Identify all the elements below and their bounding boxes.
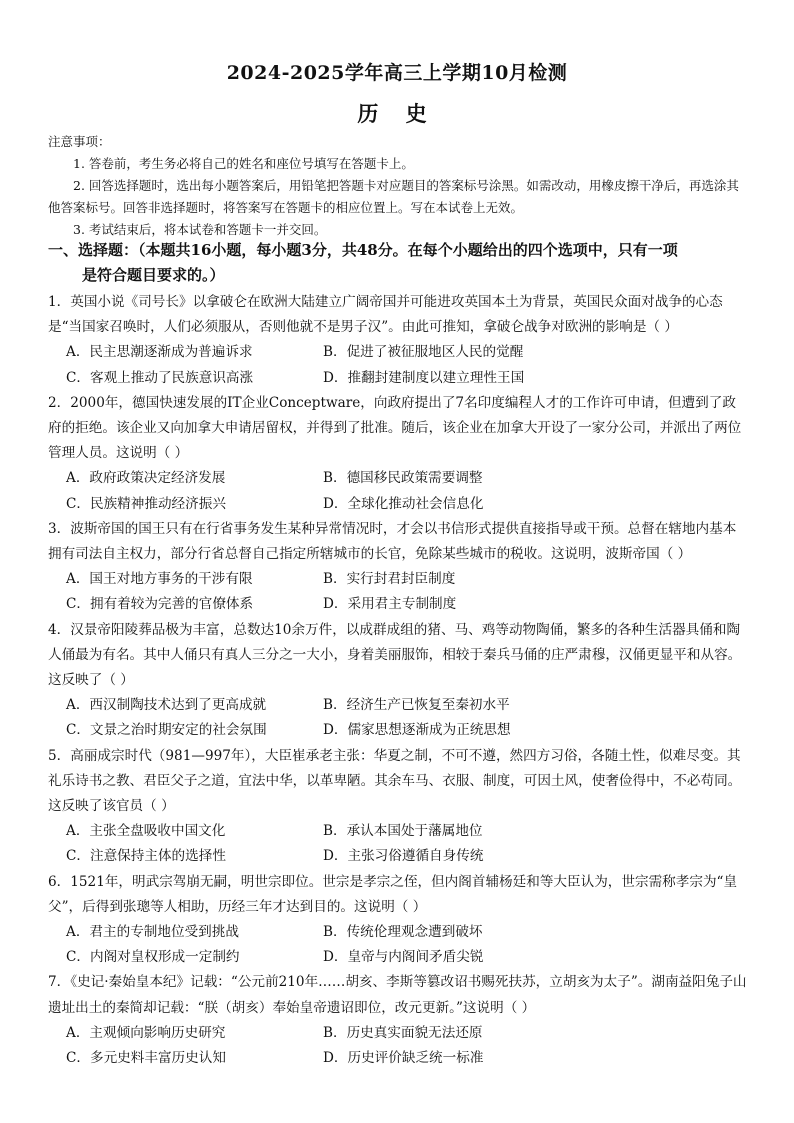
subject-title: 历 史 bbox=[357, 101, 437, 126]
section-heading-line: 是符合题目要求的。） bbox=[82, 266, 225, 284]
option-b: B．传统伦理观念遭到破坏 bbox=[323, 924, 483, 941]
option-a: A．国王对地方事务的干涉有限 bbox=[66, 571, 253, 588]
option-group bbox=[48, 567, 748, 617]
option-c: C．拥有着较为完善的官僚体系 bbox=[66, 596, 254, 613]
question-stem: 4．汉景帝阳陵葬品极为丰富，总数达10余万件，以成群成组的猪、马、鸡等动物陶俑，繁多的各种生活器具俑和陶人俑最为有名。其中人俑只有真人三分之一大小，身着美丽服饰，相较于秦兵马俑的庄严肃穆，汉俑更显平和从容。这反映了（ ） bbox=[48, 621, 742, 689]
option-d: D．主张习俗遵循自身传统 bbox=[323, 848, 484, 865]
option-group bbox=[48, 920, 748, 970]
question-1 bbox=[48, 290, 748, 391]
instruction-item: 2. 回答选择题时，选出每小题答案后，用铅笔把答题卡对应题目的答案标号涂黑。如需改动，用橡皮擦干净后，再选涂其他答案标号。回答非选择题时，将答案写在答题卡的相应位置上。写在本试卷上无效。 bbox=[48, 178, 739, 215]
option-a: A．西汉制陶技术达到了更高成就 bbox=[66, 697, 267, 714]
option-b: B．经济生产已恢复至秦初水平 bbox=[323, 697, 510, 714]
question-stem: 6．1521年，明武宗驾崩无嗣，明世宗即位。世宗是孝宗之侄，但内阁首辅杨廷和等大臣认为，世宗需称孝宗为“皇父”，后得到张璁等人相助，历经三年才达到目的。这说明（ ） bbox=[48, 873, 738, 915]
question-7 bbox=[48, 970, 748, 1071]
instruction-item: 3. 考试结束后，将本试卷和答题卡一并交回。 bbox=[73, 222, 327, 237]
option-d: D．采用君主专制制度 bbox=[323, 596, 457, 613]
option-group bbox=[48, 340, 748, 390]
option-c: C．客观上推动了民族意识高涨 bbox=[66, 369, 254, 386]
instructions-block bbox=[48, 131, 748, 241]
option-d: D．历史评价缺乏统一标准 bbox=[323, 1050, 484, 1067]
option-a: A．政府政策决定经济发展 bbox=[66, 470, 226, 487]
option-group bbox=[48, 693, 748, 743]
option-c: C．文景之治时期安定的社会氛围 bbox=[66, 722, 267, 739]
option-d: D．儒家思想逐渐成为正统思想 bbox=[323, 722, 511, 739]
option-group bbox=[48, 1021, 748, 1071]
option-b: B．实行封君封臣制度 bbox=[323, 571, 456, 588]
option-b: B．承认本国处于藩属地位 bbox=[323, 823, 483, 840]
option-group bbox=[48, 466, 748, 516]
option-d: D．全球化推动社会信息化 bbox=[323, 495, 484, 512]
section-heading bbox=[48, 238, 748, 288]
question-2 bbox=[48, 391, 748, 517]
question-stem: 2．2000年，德国快速发展的IT企业Conceptware，向政府提出了7名印度编程人才的工作许可申请，但遭到了政府的拒绝。该企业又向加拿大申请居留权，并得到了批准。随后，该企业在加拿大开设了一家分公司，并派出了两位管理人员。这说明（ ） bbox=[48, 394, 742, 462]
option-b: B．促进了被征服地区人民的觉醒 bbox=[323, 344, 524, 361]
question-stem: 3．波斯帝国的国王只有在行省事务发生某种异常情况时，才会以书信形式提供直接指导或干预。总督在辖地内基本拥有司法自主权力，部分行省总督自己指定所辖城市的长官，免除某些城市的税收。这说明，波斯帝国（ ） bbox=[48, 520, 737, 563]
option-a: A．主张全盘吸收中国文化 bbox=[66, 823, 226, 840]
option-b: B．德国移民政策需要调整 bbox=[323, 470, 483, 487]
question-list bbox=[48, 290, 748, 1071]
option-d: D．皇帝与内阁间矛盾尖锐 bbox=[323, 949, 484, 966]
question-6 bbox=[48, 870, 748, 971]
option-c: C．注意保持主体的选择性 bbox=[66, 848, 226, 865]
option-c: C．民族精神推动经济振兴 bbox=[66, 495, 226, 512]
option-group bbox=[48, 819, 748, 869]
instruction-item: 1. 答卷前，考生务必将自己的姓名和座位号填写在答题卡上。 bbox=[73, 156, 414, 171]
question-4 bbox=[48, 618, 748, 744]
instructions-heading: 注意事项： bbox=[48, 134, 111, 149]
question-stem: 7．《史记·秦始皇本纪》记载：“公元前210年……胡亥、李斯等篡改诏书赐死扶苏，立胡亥为太子”。湖南益阳兔子山遗址出土的秦简却记载：“朕（胡亥）奉始皇帝遗诏即位，改元更新。”这说明（ ） bbox=[48, 974, 747, 1016]
option-a: A．主观倾向影响历史研究 bbox=[66, 1024, 226, 1041]
question-stem: 5．高丽成宗时代（981—997年），大臣崔承老主张：华夏之制，不可不遵，然四方习俗，各随土性，似难尽变。其礼乐诗书之教、君臣父子之道，宜法中华，以革卑陋。其余车马、衣服、制度，可因土风，使奢俭得中，不必苟同。这反映了该官员（ ） bbox=[48, 747, 742, 815]
option-c: C．内阁对皇权形成一定制约 bbox=[66, 949, 240, 966]
option-d: D．推翻封建制度以建立理性王国 bbox=[323, 369, 525, 386]
section-heading-line: 一、选择题：（本题共16小题，每小题3分，共48分。在每个小题给出的四个选项中，只有一项 bbox=[48, 241, 678, 259]
option-a: A．民主思潮逐渐成为普遍诉求 bbox=[66, 344, 253, 361]
option-a: A．君主的专制地位受到挑战 bbox=[66, 924, 239, 941]
exam-title: 2024-2025学年高三上学期10月检测 bbox=[226, 62, 568, 84]
question-5 bbox=[48, 744, 748, 870]
question-stem: 1．英国小说《司号长》以拿破仑在欧洲大陆建立广阔帝国并可能进攻英国本土为背景，英国民众面对战争的心态是“当国家召唤时，人们必须服从，否则他就不是男子汉”。由此可推知，拿破仑战争对欧洲的影响是（ ） bbox=[48, 294, 723, 336]
question-3 bbox=[48, 517, 748, 618]
option-b: B．历史真实面貌无法还原 bbox=[323, 1024, 483, 1041]
option-c: C．多元史料丰富历史认知 bbox=[66, 1050, 226, 1067]
